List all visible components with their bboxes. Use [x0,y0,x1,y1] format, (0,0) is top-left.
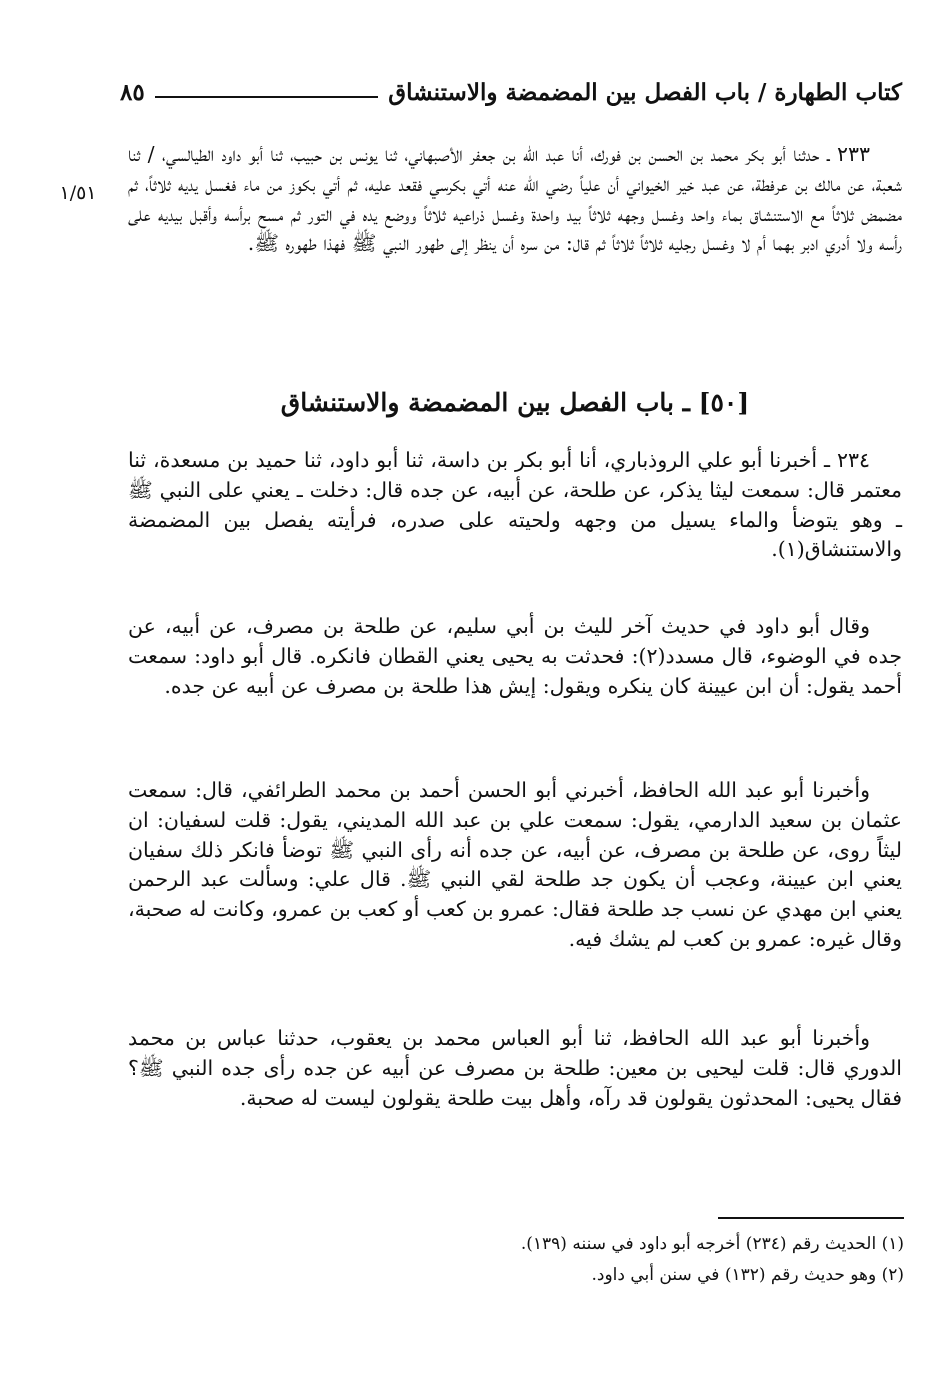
hakim-paragraph-1-block [128,776,902,955]
footnotes [400,1229,904,1291]
header-rule [155,96,379,98]
header-title: كتاب الطهارة / باب الفصل بين المضمضة والاستنشاق [388,78,902,106]
hadith-233-text: ٢٣٣ ـ حدثنا أبو بكر محمد بن الحسن بن فورك، أنا عبد الله بن جعفر الأصبهاني، ثنا يونس بن حبيب، ثنا أبو داود الطيالسي، / ثنا شعبة، عن مالك بن عرفطة، عن عبد خير الخيواني أن علياً رضي الله عنه أتي بكرسي فقعد عليه، ثم أتي بكوز من ماء فغسل يديه ثلاثاً، ثم مضمض ثلاثاً مع الاستنشاق بماء واحد وغسل وجهه ثلاثاً بيد واحدة وغسل ذراعيه ثلاثاً ووضع يده في التور ثم مسح برأسه وأقبل بيديه على رأسه ولا أدري ادبر بهما أم لا وغسل رجليه ثلاثاً ثلاثاً ثم قال: من سره أن ينظر إلى طهور النبي ﷺ فهذا طهوره ﷺ. [128,142,902,256]
abu-dawud-paragraph: وقال أبو داود في حديث آخر لليث بن أبي سليم، عن طلحة بن مصرف، عن أبيه، عن جده في الوضوء، قال مسدد(٢): فحدثت به يحيى يعني القطان فانكره. قال أبو داود: سمعت أحمد يقول: أن ابن عيينة كان ينكره ويقول: إيش هذا طلحة بن مصرف عن أبيه عن جده. [128,614,903,698]
footnote-separator [718,1217,904,1219]
hakim-paragraph-2-block [128,1024,902,1113]
margin-reference: ١/٥١ [59,182,97,204]
hadith-234-text: ٢٣٤ ـ أخبرنا أبو علي الروذباري، أنا أبو بكر بن داسة، ثنا أبو داود، ثنا حميد بن مسعدة، ثنا معتمر قال: سمعت ليثا يذكر، عن طلحة، عن أبيه، عن جده قال: دخلت ـ يعني على النبي ﷺ ـ وهو يتوضأ والماء يسيل من وجهه ولحيته على صدره، فرأيته يفصل بين المضمضة والاستنشاق(١). [128,448,902,562]
hadith-233-block [128,140,902,259]
hadith-234-block [128,446,902,565]
chapter-heading: [٥٠] ـ باب الفصل بين المضمضة والاستنشاق [280,388,750,417]
hakim-paragraph-2: وأخبرنا أبو عبد الله الحافظ، ثنا أبو العباس محمد بن يعقوب، حدثنا عباس بن محمد الدوري قال: قلت ليحيى بن معين: طلحة بن مصرف عن أبيه عن جده رأى جده النبي ﷺ؟ فقال يحيى: المحدثون يقولون قد رآه، وأهل بيت طلحة يقولون ليست له صحبة. [128,1026,902,1110]
running-header [120,72,902,112]
hakim-paragraph-1: وأخبرنا أبو عبد الله الحافظ، أخبرني أبو الحسن أحمد بن محمد الطرائفي، قال: سمعت عثمان بن سعيد الدارمي، يقول: سمعت علي بن عبد الله المديني، يقول: قلت لسفيان: ان ليثاً روى، عن طلحة بن مصرف، عن أبيه، عن جده أنه رأى النبي ﷺ توضأ فانكر ذلك سفيان يعني ابن عيينة، وعجب أن يكون جد طلحة لقي النبي ﷺ. قال علي: وسألت عبد الرحمن يعني ابن مهدي عن نسب جد طلحة فقال: عمرو بن كعب أو كعب بن عمرو، وكانت له صحبة، وقال غيره: عمرو بن كعب لم يشك فيه. [128,778,902,951]
abu-dawud-paragraph-block [128,612,902,701]
footnote-1: (١) الحديث رقم (٢٣٤) أخرجه أبو داود في سننه (١٣٩). [520,1234,904,1254]
page-number: ٨٥ [120,78,145,106]
footnote-2: (٢) وهو حديث رقم (١٣٢) في سنن أبي داود. [591,1265,904,1285]
